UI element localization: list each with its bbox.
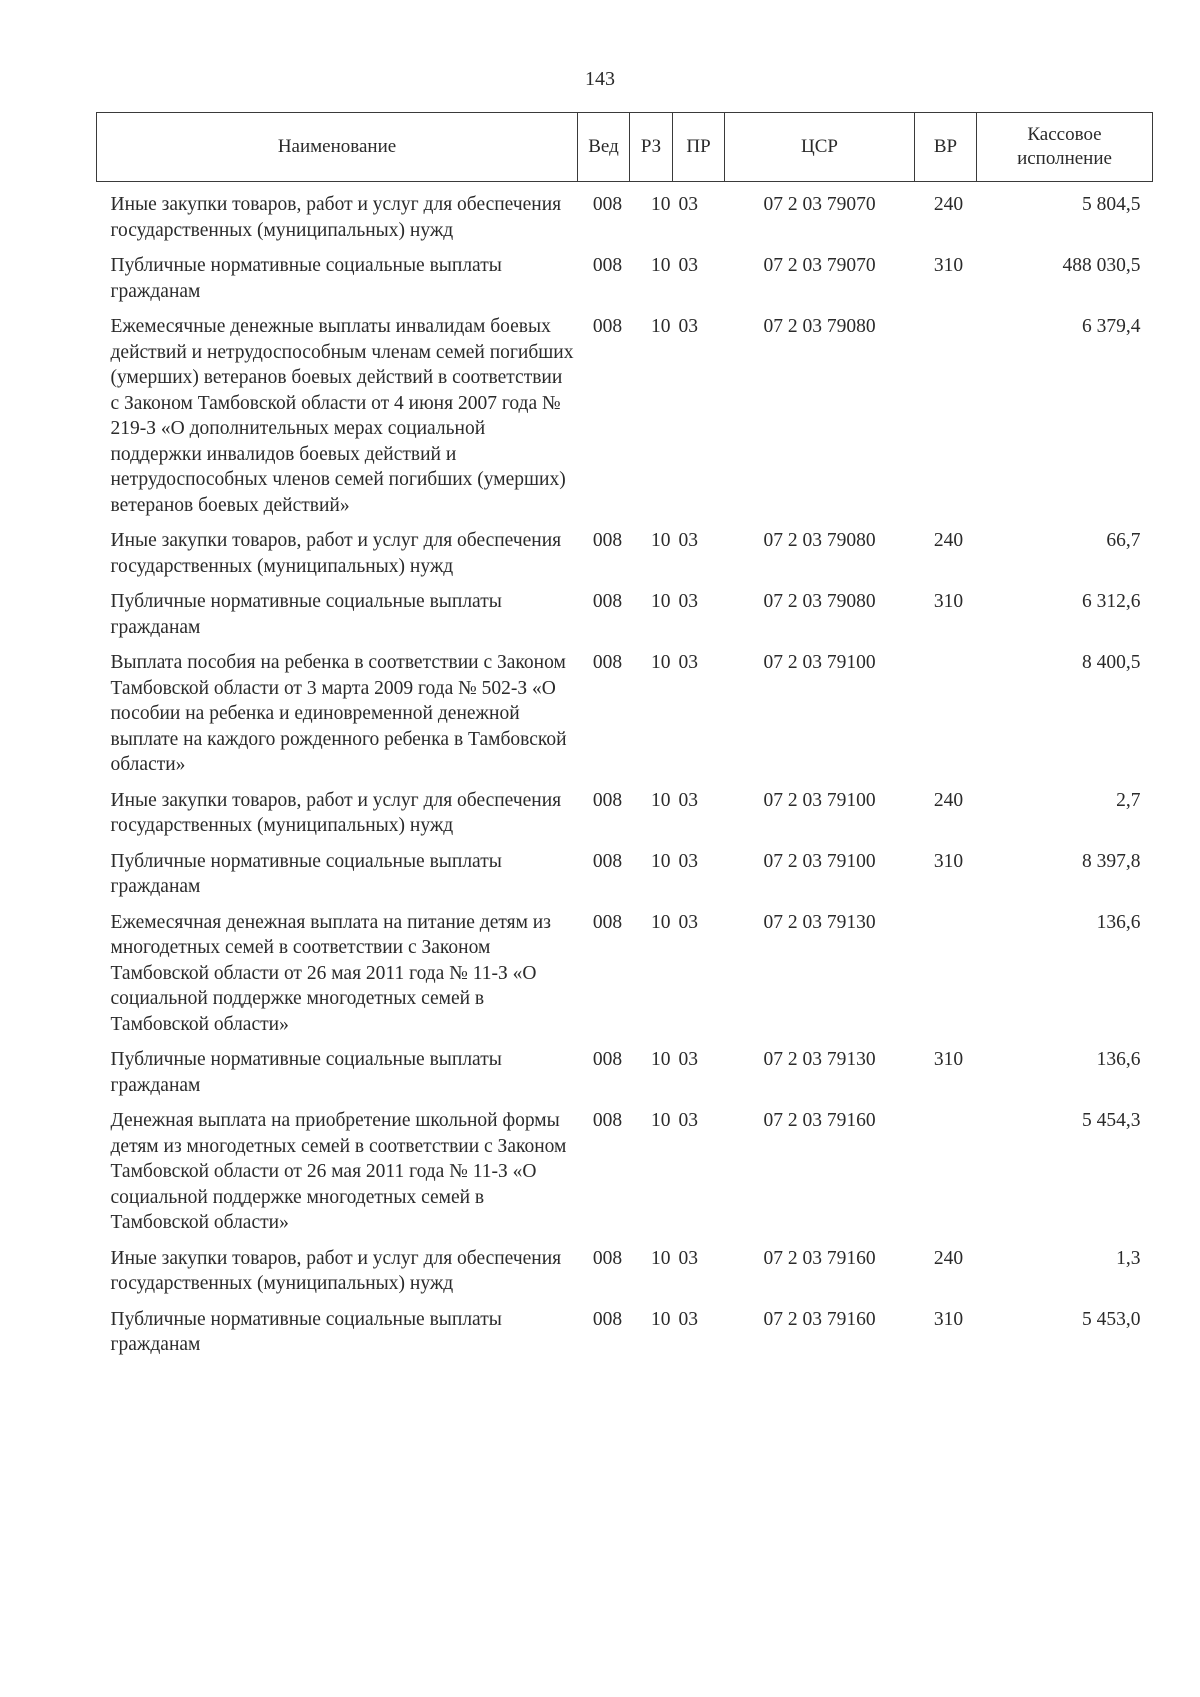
- row-amount: 5 804,5: [1082, 194, 1141, 215]
- row-vr: 310: [933, 255, 964, 276]
- row-name: Выплата пособия на ребенка в соответствии с Законом Тамбовской области от 3 марта 2009 года № 502-З «О пособии на ребенка и единовременной денежной выплате на каждого рожденного ребенка в Тамбовской области»: [110, 652, 567, 775]
- table-row: [97, 849, 1153, 910]
- row-name: Иные закупки товаров, работ и услуг для обеспечения государственных (муниципальных) нужд: [110, 1247, 562, 1294]
- header-row: [97, 113, 1153, 182]
- row-csr: 07 2 03 79160: [763, 1308, 876, 1330]
- row-ved: 008: [592, 1247, 623, 1269]
- row-pr: 03: [678, 1110, 698, 1131]
- row-pr: 03: [678, 911, 698, 933]
- row-amount: 8 400,5: [1082, 652, 1141, 673]
- header-vr: ВР: [915, 113, 977, 182]
- row-name: Иные закупки товаров, работ и услуг для обеспечения государственных (муниципальных) нужд: [110, 789, 562, 836]
- row-ved: 008: [592, 850, 623, 872]
- row-pr: 03: [678, 591, 698, 612]
- table-row: [97, 1047, 1153, 1108]
- row-csr: 07 2 03 79080: [763, 316, 876, 337]
- row-csr: 07 2 03 79160: [763, 1247, 876, 1269]
- row-amount: 136,6: [1096, 911, 1141, 933]
- row-name: Ежемесячные денежные выплаты инвалидам боевых действий и нетрудоспособным членам семей погибших (умерших) ветеранов боевых действий в соответствии с Законом Тамбовской области от 4 июня 2007 года № 219-З «О дополнительных мерах социальной поддержки инвалидов боевых действий и нетрудоспособных членов семей погибших (умерших) ветеранов боевых действий»: [110, 316, 574, 516]
- row-name: Публичные нормативные социальные выплаты гражданам: [110, 255, 502, 302]
- row-csr: 07 2 03 79130: [763, 1049, 876, 1070]
- row-csr: 07 2 03 79130: [763, 911, 876, 933]
- row-rz: 10: [651, 911, 671, 933]
- row-amount: 136,6: [1096, 1049, 1141, 1070]
- header-amount: Кассовое исполнение: [977, 113, 1153, 182]
- table-row: [97, 314, 1153, 528]
- row-csr: 07 2 03 79080: [763, 591, 876, 612]
- row-rz: 10: [651, 194, 671, 215]
- row-pr: 03: [678, 789, 698, 811]
- row-amount: 6 379,4: [1082, 316, 1141, 337]
- table-row: [97, 910, 1153, 1048]
- row-name: Иные закупки товаров, работ и услуг для обеспечения государственных (муниципальных) нужд: [110, 194, 562, 241]
- row-vr: 310: [933, 591, 964, 612]
- row-rz: 10: [651, 316, 671, 337]
- row-amount: 66,7: [1106, 530, 1141, 551]
- table-body: [97, 182, 1153, 1368]
- row-ved: 008: [592, 316, 623, 337]
- row-csr: 07 2 03 79160: [763, 1110, 876, 1131]
- row-pr: 03: [678, 1049, 698, 1070]
- row-vr: [915, 314, 977, 528]
- row-pr: 03: [678, 652, 698, 673]
- header-csr: ЦСР: [725, 113, 915, 182]
- row-rz: 10: [651, 1110, 671, 1131]
- row-rz: 10: [651, 255, 671, 276]
- header-name: Наименование: [97, 113, 578, 182]
- row-rz: 10: [651, 591, 671, 612]
- row-vr: 240: [933, 530, 964, 551]
- row-rz: 10: [651, 1247, 671, 1269]
- row-name: Публичные нормативные социальные выплаты гражданам: [110, 1308, 502, 1355]
- row-name: Публичные нормативные социальные выплаты гражданам: [110, 1049, 502, 1096]
- row-amount: 5 453,0: [1082, 1308, 1141, 1330]
- header-ved: Вед: [578, 113, 630, 182]
- row-ved: 008: [592, 789, 623, 811]
- row-vr: 240: [933, 789, 964, 811]
- page-number: 143: [585, 68, 615, 90]
- row-name: Публичные нормативные социальные выплаты гражданам: [110, 850, 502, 897]
- row-name: Иные закупки товаров, работ и услуг для обеспечения государственных (муниципальных) нужд: [110, 530, 562, 577]
- row-name: Ежемесячная денежная выплата на питание детям из многодетных семей в соответствии с Законом Тамбовской области от 26 мая 2011 года № 11-З «О социальной поддержке многодетных семей в Тамбовской области»: [110, 911, 551, 1035]
- row-ved: 008: [592, 1308, 623, 1330]
- row-vr: 310: [933, 850, 964, 872]
- table-row: [97, 182, 1153, 254]
- row-vr: 240: [933, 194, 964, 215]
- row-vr: 310: [933, 1308, 964, 1330]
- row-pr: 03: [678, 194, 698, 215]
- row-rz: 10: [651, 652, 671, 673]
- row-amount: 2,7: [1116, 789, 1141, 811]
- table-row: [97, 528, 1153, 589]
- row-csr: 07 2 03 79100: [763, 652, 876, 673]
- header-rz: РЗ: [630, 113, 673, 182]
- row-ved: 008: [592, 591, 623, 612]
- table-row: [97, 788, 1153, 849]
- row-pr: 03: [678, 316, 698, 337]
- row-amount: 1,3: [1116, 1247, 1141, 1269]
- row-rz: 10: [651, 1049, 671, 1070]
- row-rz: 10: [651, 1308, 671, 1330]
- header-pr: ПР: [673, 113, 725, 182]
- row-rz: 10: [651, 789, 671, 811]
- row-pr: 03: [678, 255, 698, 276]
- row-ved: 008: [592, 1049, 623, 1070]
- row-ved: 008: [592, 194, 623, 215]
- row-name: Денежная выплата на приобретение школьной формы детям из многодетных семей в соответствии с Законом Тамбовской области от 26 мая 2011 года № 11-З «О социальной поддержке многодетных семей в Тамбовской области»: [110, 1110, 567, 1233]
- row-ved: 008: [592, 255, 623, 276]
- row-name: Публичные нормативные социальные выплаты гражданам: [110, 591, 502, 638]
- table-row: [97, 1108, 1153, 1246]
- row-csr: 07 2 03 79100: [763, 850, 876, 872]
- row-vr: [915, 910, 977, 1048]
- row-pr: 03: [678, 850, 698, 872]
- table-row: [97, 650, 1153, 788]
- row-ved: 008: [592, 911, 623, 933]
- table-row: [97, 1307, 1153, 1368]
- table-header: [97, 113, 1153, 182]
- row-ved: 008: [592, 652, 623, 673]
- row-amount: 5 454,3: [1082, 1110, 1141, 1131]
- row-ved: 008: [592, 530, 623, 551]
- row-csr: 07 2 03 79080: [763, 530, 876, 551]
- row-amount: 6 312,6: [1082, 591, 1141, 612]
- row-csr: 07 2 03 79070: [763, 255, 876, 276]
- row-rz: 10: [651, 530, 671, 551]
- row-rz: 10: [651, 850, 671, 872]
- row-pr: 03: [678, 1308, 698, 1330]
- row-vr: 310: [933, 1049, 964, 1070]
- budget-execution-table: [96, 112, 1153, 1368]
- row-pr: 03: [678, 1247, 698, 1269]
- row-ved: 008: [592, 1110, 623, 1131]
- table-row: [97, 1246, 1153, 1307]
- row-pr: 03: [678, 530, 698, 551]
- row-csr: 07 2 03 79100: [763, 789, 876, 811]
- row-vr: 240: [933, 1247, 964, 1269]
- row-vr: [915, 1108, 977, 1246]
- row-vr: [915, 650, 977, 788]
- table-row: [97, 589, 1153, 650]
- row-amount: 488 030,5: [1062, 255, 1141, 276]
- row-csr: 07 2 03 79070: [763, 194, 876, 215]
- row-amount: 8 397,8: [1082, 850, 1141, 872]
- table-row: [97, 253, 1153, 314]
